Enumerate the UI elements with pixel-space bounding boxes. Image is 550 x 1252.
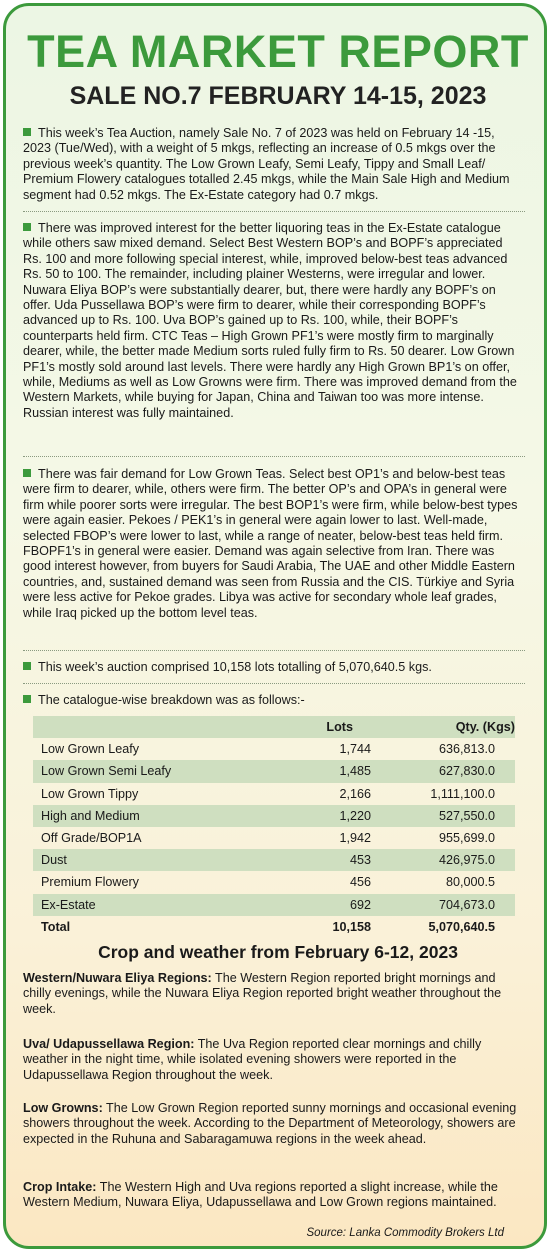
paragraph-ex-estate <box>23 221 523 421</box>
table-row <box>33 871 515 893</box>
row-lots: 1,942 <box>339 831 371 846</box>
bullet-square-icon <box>23 662 31 670</box>
crop-item-text: The Western Region reported bright mornings and chilly evenings, while the Nuwara Eliya Region reported bright weather throughout the week. <box>23 971 502 1016</box>
row-qty: 426,975.0 <box>371 849 515 871</box>
row-name: Low Grown Leafy <box>41 742 140 757</box>
dotted-divider <box>23 456 525 457</box>
paragraph-text: The catalogue-wise breakdown was as follows:- <box>38 693 305 707</box>
row-qty: 636,813.0 <box>438 742 495 757</box>
crop-item-text: The Uva Region reported clear mornings and chilly weather in the night time, while isolated evening showers were reported in the Udapussellawa Region throughout the week. <box>23 1037 482 1082</box>
bullet-square-icon <box>23 469 31 477</box>
row-lots: 1,485 <box>261 760 371 782</box>
crop-item-low-growns <box>23 1101 523 1147</box>
row-lots: 1,220 <box>261 805 371 827</box>
row-lots: 2,166 <box>339 786 371 801</box>
row-name: High and Medium <box>33 805 261 827</box>
table-row <box>33 738 515 760</box>
row-qty: 1,111,100.0 <box>430 786 495 801</box>
row-qty: 627,830.0 <box>371 760 515 782</box>
crop-item-label: Western/Nuwara Eliya Regions: <box>23 971 212 985</box>
paragraph-breakdown-intro <box>23 693 523 708</box>
paragraph-text: There was fair demand for Low Grown Teas. Select best OP1’s and below-best teas were firm to dearer, while, others were firm. The better OP’s and OPA’s in general were firm while poorer sorts were irregular. The best BOP1’s were firm, while below-best types were again easier. Pekoes / PEK1’s in general were again lower to last. Well-made, selected FBOP’s were lower to last, while a range of neater, below-best teas held firm. FBOPF1’s in general were easier. Demand was again selective from Iran. There was good interest however, from buyers for Saudi Arabia, The UAE and other Middle Eastern countries, and, sustained demand was seen from Russia and the CIS. Türkiye and Syria were less active for Pekoe grades. Libya was active for secondary whole leaf grades, while Iraq picked up the bottom level teas. <box>23 467 518 620</box>
table-row <box>33 760 515 782</box>
paragraph-text: This week’s Tea Auction, namely Sale No. 7 of 2023 was held on February 14 -15, 2023 (Tue/Wed), with a weight of 5 mkgs, reflecting an increase of 0.5 mkgs over the previous week’s quantity. The Low Grown Leafy, Semi Leafy, Tippy and Small Leaf/ Premium Flowery catalogues totalled 2.45 mkgs, while the Main Sale High and Medium segment had 0.52 mkgs. The Ex-Estate category had 0.7 mkgs. <box>23 126 510 202</box>
crop-item-western <box>23 971 523 1017</box>
crop-item-uva <box>23 1037 523 1083</box>
crop-weather-heading: Crop and weather from February 6-12, 2023 <box>98 942 458 962</box>
row-qty: 80,000.5 <box>445 875 495 890</box>
row-qty: 527,550.0 <box>371 805 515 827</box>
crop-item-text: The Low Grown Region reported sunny mornings and occasional evening showers throughout the week. According to the Department of Meteorology, showers are expected in the Ruhuna and Sabaragamuwa regions in the week ahead. <box>23 1101 517 1146</box>
row-name: Ex-Estate <box>33 894 261 916</box>
crop-item-label: Uva/ Udapussellawa Region: <box>23 1037 195 1051</box>
row-lots: 692 <box>261 894 371 916</box>
crop-item-intake <box>23 1180 523 1211</box>
paragraph-sale-summary <box>23 126 523 203</box>
row-name: Dust <box>33 849 261 871</box>
bullet-square-icon <box>23 128 31 136</box>
row-qty: 955,699.0 <box>438 831 495 846</box>
total-label: Total <box>41 919 71 934</box>
dotted-divider <box>23 683 525 684</box>
crop-item-label: Crop Intake: <box>23 1180 97 1194</box>
bullet-square-icon <box>23 695 31 703</box>
paragraph-text: There was improved interest for the better liquoring teas in the Ex-Estate catalogue while others saw mixed demand. Select Best Western BOP’s and BOPF’s appreciated Rs. 100 and more following special interest, while, improved below-best teas advanced Rs. 50 to 100. The remainder, including plainer Westerns, were irregular and lower. Nuwara Eliya BOP’s were substantially dearer, but, there were hardly any BOPF’s on offer. Uda Pussellawa BOP’s were firm to dearer, while their corresponding BOPF’s advanced up to Rs. 100. Uva BOP’s gained up to Rs. 100, while, their BOPF’s counterparts held firm. CTC Teas – High Grown PF1’s were mostly firm to marginally dearer, while, the better made Medium sorts ruled fully firm to Rs. 50 dearer. Low Grown PF1’s mostly sold around last levels. There were hardly any High Grown BP1’s on offer, while, Mediums as well as Low Growns were firm. There was improved demand from the Western Markets, while buying for Japan, China and Taiwan too was more intense. Russian interest was fully maintained. <box>23 221 517 420</box>
paragraph-auction-total <box>23 660 523 675</box>
column-header-lots: Lots <box>261 716 371 738</box>
row-name: Off Grade/BOP1A <box>41 831 142 846</box>
table-row <box>33 849 515 871</box>
row-lots: 453 <box>261 849 371 871</box>
total-lots: 10,158 <box>332 919 371 934</box>
report-card <box>3 3 547 1249</box>
total-qty: 5,070,640.5 <box>428 919 495 934</box>
source-credit: Source: Lanka Commodity Brokers Ltd <box>306 1227 504 1239</box>
column-header-qty: Qty. (Kgs) <box>371 716 515 738</box>
paragraph-low-grown <box>23 467 523 621</box>
catalogue-breakdown-table <box>33 716 515 938</box>
dotted-divider <box>23 650 525 651</box>
table-total-row <box>33 916 515 938</box>
bullet-square-icon <box>23 223 31 231</box>
row-name: Premium Flowery <box>41 875 139 890</box>
crop-item-text: The Western High and Uva regions reported a slight increase, while the Western Medium, Nuwara Eliya, Udapussellawa and Low Grown regions maintained. <box>23 1180 498 1210</box>
paragraph-text: This week’s auction comprised 10,158 lots totalling of 5,070,640.5 kgs. <box>38 660 432 674</box>
table-row <box>33 783 515 805</box>
table-header-row <box>33 716 515 738</box>
table-row <box>33 827 515 849</box>
row-lots: 1,744 <box>339 742 371 757</box>
row-lots: 456 <box>349 875 371 890</box>
report-subtitle: SALE NO.7 FEBRUARY 14-15, 2023 <box>69 82 487 110</box>
table-row <box>33 894 515 916</box>
row-name: Low Grown Semi Leafy <box>33 760 261 782</box>
dotted-divider <box>23 211 525 212</box>
report-title: TEA MARKET REPORT <box>27 26 529 77</box>
row-qty: 704,673.0 <box>371 894 515 916</box>
row-name: Low Grown Tippy <box>41 786 139 801</box>
crop-item-label: Low Growns: <box>23 1101 103 1115</box>
table-row <box>33 805 515 827</box>
